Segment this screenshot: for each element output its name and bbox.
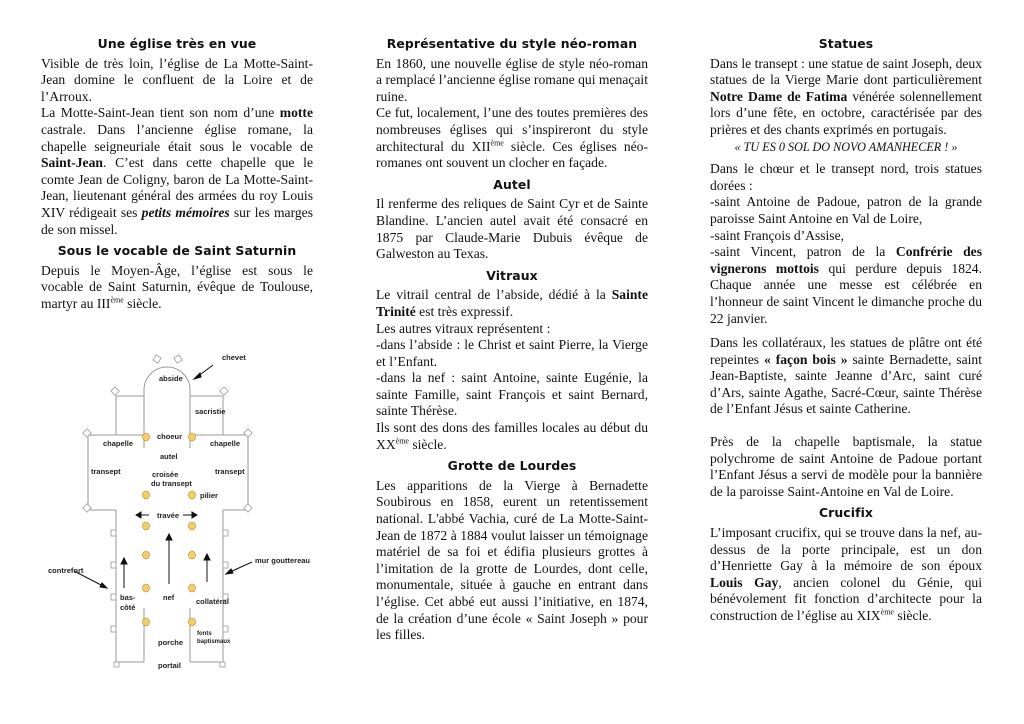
superscript: ème bbox=[110, 295, 124, 305]
text: Dans les collatéraux, les statues de plâtre ont été repeintes bbox=[710, 335, 982, 367]
text: siècle. bbox=[893, 608, 932, 623]
paragraph: Les autres vitraux représentent : bbox=[376, 320, 551, 336]
text: siècle. Ces églises néo-romanes ont souvent un clocher en façade. bbox=[376, 138, 649, 171]
paragraph: Visible de très loin, l’église de La Motte-Saint-Jean domine le confluent de la Loire et de l’Arroux. bbox=[41, 55, 313, 104]
label-chevet: chevet bbox=[222, 353, 246, 362]
column-right bbox=[710, 34, 982, 625]
label-contrefort: contrefort bbox=[48, 566, 84, 575]
superscript: ème bbox=[395, 436, 409, 446]
quote: « TU ES 0 SOL DO NOVO AMANHECER ! » bbox=[734, 139, 958, 154]
column-middle bbox=[376, 34, 648, 644]
paragraph bbox=[710, 244, 982, 327]
section-title: Sous le vocable de Saint Saturnin bbox=[57, 243, 297, 259]
bold-text: motte bbox=[279, 105, 313, 121]
section-title: Représentative du style néo-roman bbox=[386, 36, 638, 51]
label-transept-left: transept bbox=[91, 467, 121, 476]
label-nef: nef bbox=[163, 593, 175, 602]
label-choeur: choeur bbox=[157, 432, 183, 441]
bold-text: Confrérie des vignerons mottois bbox=[710, 244, 982, 276]
paragraph bbox=[41, 105, 313, 238]
paragraph bbox=[376, 105, 648, 171]
text: Depuis le Moyen-Âge, l’église est sous le vocable de Saint Saturnin, évêque de Toulouse, martyr au III bbox=[41, 262, 313, 311]
label-du-transept: du transept bbox=[151, 479, 192, 488]
paragraph: Les apparitions de la Vierge à Bernadette Soubirous en 1858, eurent un retentissement national. L'abbé Vachia, curé de La Motte-Saint-Jean de 1872 à 1884 voulut laisser un témoignage matériel de sa foi et édifia plusieurs grottes à l’imitation de la grotte de Lourdes, dont celle, monumentale, située à gauche en entrant dans l’église. Cet abbé eut aussi l’initiative, en 1874, de la création d’une école « Saint Joseph » pour les filles. bbox=[376, 477, 648, 643]
label-baptismaux: baptismaux bbox=[197, 639, 231, 645]
label-abside: abside bbox=[159, 374, 183, 383]
label-sacristie: sacristie bbox=[195, 407, 226, 416]
paragraph bbox=[41, 263, 313, 313]
bold-text: Louis Gay bbox=[710, 574, 779, 590]
text: Ce fut, localement, l’une des toutes premières des nombreuses églises qui s’inspireront du style architectural du XII bbox=[376, 105, 648, 154]
paragraph: -saint Antoine de Padoue, patron de la grande paroisse Saint Antoine en Val de Loire, bbox=[710, 194, 982, 226]
section-title: Autel bbox=[493, 176, 531, 192]
text: , ancien colonel du Génie, qui bénévolement fit fonction d’architecte pour la construction de l’église au XIX bbox=[710, 574, 982, 623]
paragraph bbox=[376, 287, 648, 320]
superscript: ème bbox=[880, 607, 894, 617]
text: castrale. Dans l’ancienne église romane, la chapelle seigneuriale était sous le vocable de bbox=[41, 121, 313, 154]
label-bas: bas- bbox=[120, 593, 136, 602]
label-collateral: collatéral bbox=[196, 597, 229, 606]
church-floor-plan bbox=[30, 340, 330, 690]
text: siècle. bbox=[408, 436, 447, 452]
paragraph: -saint François d’Assise, bbox=[710, 227, 845, 243]
label-portail: portail bbox=[158, 661, 181, 670]
text: Le vitrail central de l’abside, dédié à la bbox=[376, 287, 612, 303]
section-title: Vitraux bbox=[486, 267, 538, 283]
paragraph: Il renferme des reliques de Saint Cyr et de Sainte Blandine. L’ancien autel avait été consacré en 1875 par Claude-Marie Dubuis évêque de Galweston au Texas. bbox=[376, 196, 648, 262]
text: sainte Bernadette, saint Jean-Baptiste, sainte Jeanne d’Arc, saint curé d’Ars, sainte Agathe, Sacré-Cœur, sainte Thérèse de l’Enfant Jésus et sainte Catherine. bbox=[710, 351, 982, 417]
label-croisee: croisée bbox=[152, 470, 179, 479]
label-chapelle-left: chapelle bbox=[103, 439, 134, 448]
column-left bbox=[41, 34, 313, 313]
paragraph: -dans l’abside : le Christ et saint Pierre, la Vierge et l’Enfant. bbox=[376, 337, 648, 369]
paragraph: En 1860, une nouvelle église de style néo-roman a remplacé l’ancienne église romane qui menaçait ruine. bbox=[376, 55, 648, 104]
bold-text: Notre Dame de Fatima bbox=[710, 88, 848, 104]
text: L’imposant crucifix, qui se trouve dans la nef, au-dessus de la porte principale, est un don d’Henriette Gay à la mémoire de son époux bbox=[710, 525, 982, 574]
bold-italic-text: petits mémoires bbox=[141, 204, 230, 220]
paragraph: Dans le chœur et le transept nord, trois statues dorées : bbox=[710, 161, 982, 193]
label-mur-gouttereau: mur gouttereau bbox=[255, 556, 311, 565]
label-fonts: fonts bbox=[197, 631, 212, 637]
text: La Motte-Saint-Jean tient son nom d’une bbox=[41, 105, 280, 121]
text: -saint Vincent, patron de la bbox=[710, 244, 896, 260]
label-chapelle-right: chapelle bbox=[210, 439, 241, 448]
text: . C’est dans cette chapelle que le comte Jean de Coligny, baron de La Motte-Saint-Jean, lieutenant général des armées du roy Louis XIV rédigeait ses bbox=[41, 155, 313, 220]
text: siècle. bbox=[123, 295, 162, 311]
text: Ils sont des dons des familles locales au début du XX bbox=[376, 420, 648, 452]
section-title: Crucifix bbox=[818, 505, 874, 521]
superscript: ème bbox=[490, 138, 504, 148]
label-transept-right: transept bbox=[215, 467, 245, 476]
paragraph: -dans la nef : saint Antoine, sainte Eugénie, la sainte Famille, saint François et saint Bernard, sainte Thérèse. bbox=[376, 370, 648, 419]
label-pilier: pilier bbox=[200, 491, 218, 500]
paragraph bbox=[710, 335, 982, 418]
paragraph bbox=[710, 56, 982, 139]
section-title: Une église très en vue bbox=[97, 36, 257, 51]
text: sur les marges de son missel. bbox=[41, 204, 313, 237]
text: vénérée solennellement lors d’une fête, en octobre, caractérisée par des prières et des chants exprimés en portugais. bbox=[710, 88, 982, 137]
paragraph bbox=[376, 420, 648, 453]
paragraph bbox=[710, 525, 982, 625]
bold-text: « façon bois » bbox=[764, 351, 848, 367]
paragraph: Près de la chapelle baptismale, la statue polychrome de saint Antoine de Padoue portant l’Enfant Jésus a servi de modèle pour la bannière de la paroisse Saint-Antoine en Val de Loire. bbox=[710, 434, 982, 499]
bold-text: Saint-Jean bbox=[41, 155, 103, 171]
label-travee: travée bbox=[157, 511, 180, 520]
section-title: Statues bbox=[818, 36, 874, 51]
bold-text: Sainte Trinité bbox=[376, 287, 648, 319]
label-cote: côté bbox=[120, 603, 136, 612]
text: qui perdure depuis 1824. Chaque année une messe est célébrée en l’honneur de saint Vincent le dimanche proche du 22 janvier. bbox=[710, 260, 982, 326]
label-porche: porche bbox=[158, 638, 184, 647]
text: Dans le transept : une statue de saint Joseph, deux statues de la Vierge Marie dont particulièrement bbox=[710, 55, 982, 88]
section-title: Grotte de Lourdes bbox=[447, 458, 577, 474]
label-autel: autel bbox=[160, 452, 178, 461]
text: est très expressif. bbox=[415, 303, 514, 319]
